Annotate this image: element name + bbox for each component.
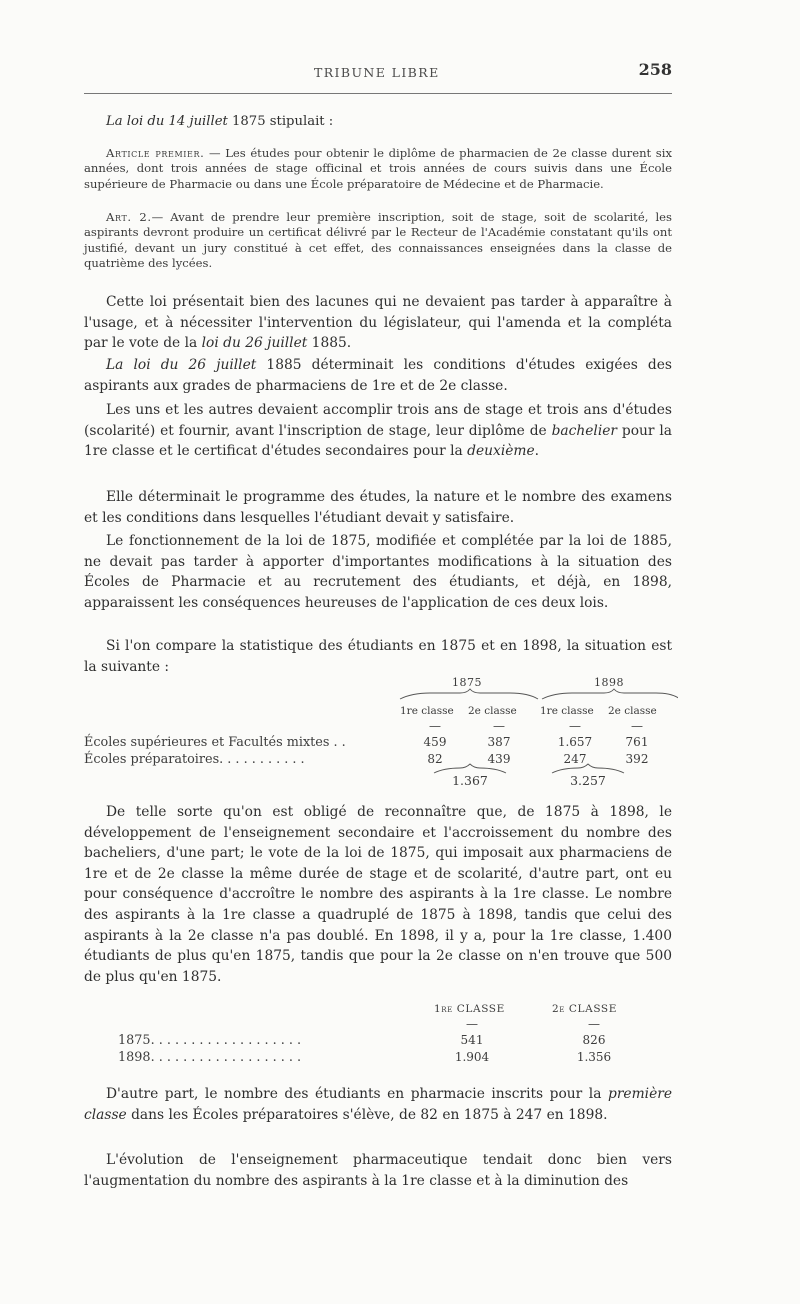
column-dash: — [569, 719, 581, 733]
paragraph-fonctionnement: Le fonctionnement de la loi de 1875, modifiée et complétée par la loi de 1885, ne devait pas tarder à apporter d'importantes modifications à la situation des Écoles de Pharmacie et au recrutement des étudiants, et déjà, en 1898, apparaissent les conséquences heureuses de l'application de ces deux lois. [84, 533, 672, 611]
law-reference-italic: loi du 26 juillet [201, 335, 308, 352]
intro-text: 1875 stipulait : [227, 114, 334, 129]
article-2-text: — Avant de prendre leur première inscription, soit de stage, soit de scolarité, les aspirants devront produire un certificat délivré par le Recteur de l'Académie constatant qu'ils ont justifié, devant un jury constitué à cet effet, des connaissances enseignées dans la classe de quatrième des lycées. [84, 210, 672, 270]
article-2-label: Art. 2. [106, 210, 152, 224]
paragraph-text: pour la 1re classe et le certificat d'études secondaires pour la [84, 422, 673, 460]
column-header-1re-classe: 1re CLASSE [434, 1003, 505, 1015]
year-header-1898: 1898 [594, 676, 624, 689]
table-cell: 761 [625, 735, 649, 749]
row-label-1875: 1875. . . . . . . . . . . . . . . . . . . [118, 1033, 302, 1048]
year-header-1875: 1875 [452, 676, 482, 689]
paragraph-conclusion: De telle sorte qu'on est obligé de reconnaître que, de 1875 à 1898, le développement de l'enseignement secondaire et l'accroissement du nombre des bacheliers, d'une part; le vote de la loi de 1875, qui imposait aux pharmaciens de 1re et de 2e classe la même durée de stage et de scolarité, d'autre part, ont eu pour conséquence d'accroître le nombre des aspirants à la 1re classe. Le nombre des aspirants à la 1re classe a quadruplé de 1875 à 1898, tandis que celui des aspirants à la 2e classe n'a pas doublé. En 1898, il y a, pour la 1re classe, 1.400 étudiants de plus qu'en 1875, tandis que pour la 2e classe on n'en trouve que 500 de plus qu'en 1875. [84, 804, 672, 985]
column-dash: — [588, 1017, 600, 1031]
table-cell: 247 [563, 752, 587, 766]
paragraph-compare: Si l'on compare la statistique des étudiants en 1875 et en 1898, la situation est la suivante : [84, 638, 672, 675]
paragraph-text: Les uns et les autres devaient accomplir trois ans de stage et trois ans d'études (scolarité) et fournir, avant l'inscription de stage, leur diplôme de [84, 402, 672, 439]
bachelier-italic: bachelier [551, 422, 618, 439]
article-1-label: Article premier. [106, 146, 205, 160]
law-reference-italic: La loi du 14 juillet [106, 114, 228, 129]
total-1898: 3.257 [570, 773, 606, 788]
paragraph-text: Cette loi présentait bien des lacunes qui ne devaient pas tarder à apparaître à l'usage, et à nécessiter l'intervention du législateur, qui l'amenda et la compléta par le vote de la [84, 294, 672, 352]
deuxieme-italic: deuxième [467, 443, 535, 460]
intro-paragraph [84, 113, 672, 131]
row-label-ecoles-preparatoires: Écoles préparatoires. . . . . . . . . . . [84, 752, 305, 767]
article-1-text: — Les études pour obtenir le diplôme de pharmacien de 2e classe durent six années, dont trois années de stage officinal et trois années de cours suivis dans une École supérieure de Pharmacie ou dans une École préparatoire de Médecine et de Pharmacie. [84, 146, 672, 191]
paragraph-text: 1885. [307, 335, 352, 352]
statistics-table-1875-1898 [82, 676, 678, 796]
class-comparison-table [82, 1003, 678, 1067]
law-reference-italic: La loi du 26 juillet [106, 357, 257, 373]
column-header-1898-2e: 2e classe [608, 705, 657, 717]
page-number: 258 [638, 60, 672, 79]
paragraph-text: dans les Écoles préparatoires s'élève, de 82 en 1875 à 247 en 1898. [126, 1106, 608, 1123]
paragraph-evolution: L'évolution de l'enseignement pharmaceutique tendait donc bien vers l'augmentation du nombre des aspirants à la 1re classe et à la diminution des [84, 1152, 672, 1189]
table-cell: 1.904 [454, 1050, 490, 1064]
table-cell: 1.657 [557, 735, 593, 749]
table-cell: 439 [487, 752, 511, 766]
table-cell: 826 [582, 1033, 606, 1047]
paragraph-programme: Elle déterminait le programme des études, la nature et le nombre des examens et les conditions dans lesquelles l'étudiant devait y satisfaire. [84, 489, 672, 526]
article-2-quote [84, 210, 672, 271]
row-label-1898: 1898. . . . . . . . . . . . . . . . . . . [118, 1050, 302, 1065]
paragraph-uns-autres [84, 400, 672, 462]
paragraph-lacunes [84, 292, 672, 354]
premiere-classe-italic: première classe [84, 1086, 672, 1123]
table-cell: 1.356 [576, 1050, 612, 1064]
column-header-1875-2e: 2e classe [468, 705, 517, 717]
column-header-1875-1re: 1re classe [400, 705, 454, 717]
column-dash: — [466, 1017, 478, 1031]
table-cell: 82 [427, 752, 443, 766]
column-header-1898-1re: 1re classe [540, 705, 594, 717]
table-cell: 387 [487, 735, 511, 749]
header-rule [84, 93, 672, 94]
paragraph-text: D'autre part, le nombre des étudiants en pharmacie inscrits pour la [106, 1086, 608, 1102]
row-label-ecoles-superieures: Écoles supérieures et Facultés mixtes . . [84, 735, 346, 750]
paragraph-autre-part [84, 1084, 672, 1125]
paragraph-loi-1885 [84, 355, 672, 396]
column-dash: — [429, 719, 441, 733]
running-title: TRIBUNE LIBRE [314, 65, 440, 80]
total-1875: 1.367 [452, 773, 488, 788]
paragraph-text: 1885 déterminait les conditions d'études exigées des aspirants aux grades de pharmaciens de 1re et de 2e classe. [84, 357, 673, 394]
article-1-quote [84, 146, 672, 192]
column-header-2e-classe: 2e CLASSE [552, 1003, 617, 1015]
table-cell: 392 [625, 752, 649, 766]
paragraph-text: . [534, 443, 540, 460]
column-dash: — [631, 719, 643, 733]
table-cell: 541 [460, 1033, 484, 1047]
column-dash: — [493, 719, 505, 733]
table-cell: 459 [423, 735, 447, 749]
page-header [82, 60, 672, 82]
